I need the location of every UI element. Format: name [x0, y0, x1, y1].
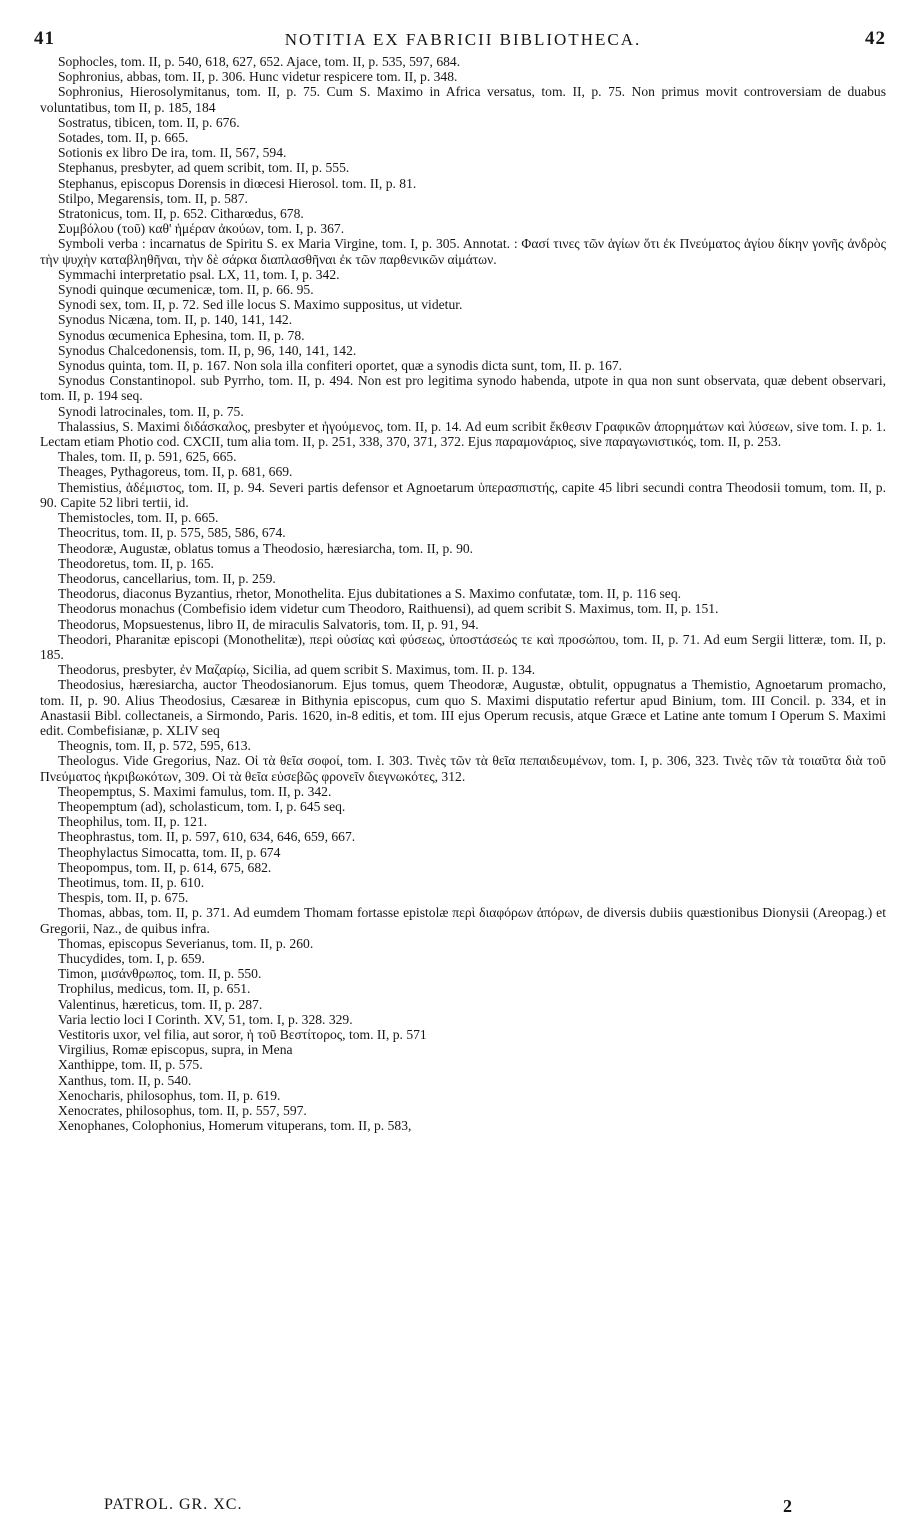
index-entry: Theodoretus, tom. II, p. 165. [58, 555, 214, 571]
index-entry: Trophilus, medicus, tom. II, p. 651. [58, 981, 251, 997]
index-entry: Sotionis ex libro De ira, tom. II, 567, 594. [58, 145, 287, 161]
index-entry: Theodorus, cancellarius, tom. II, p. 259. [58, 570, 276, 586]
index-entry: Thomas, abbas, tom. II, p. 371. Ad eumdem Thomam fortasse epistolæ περὶ διαφόρων ἀπόρων, de diversis dubiis quæstionibus Dionysii (Areopag.) et Gregorii, Naz., de quibus infra. [40, 905, 886, 936]
index-entry: Symboli verba : incarnatus de Spiritu S. ex Maria Virgine, tom. I, p. 305. Annotat. : Φασί τινες τῶν ἁγίων ὅτι ἐκ Πνεύματος ἁγίου δίκην γονῆς ἀνδρὸς τὴν ψυχὴν καταβληθῆναι, τὴν δὲ σάρκα διαπλασθῆναι ἐκ τῶν παρθενικῶν αἱμάτων. [40, 236, 886, 267]
index-entry: Theopemptus, S. Maximi famulus, tom. II, p. 342. [58, 783, 332, 799]
index-entry: Theodorus monachus (Combefisio idem videtur cum Theodoro, Raithuensi), ad quem scribit S. Maximus, tom. II, p. 151. [58, 601, 719, 617]
index-entry: Synodi quinque œcumenicæ, tom. II, p. 66. 95. [58, 282, 314, 298]
index-entry: Theophrastus, tom. II, p. 597, 610, 634, 646, 659, 667. [58, 829, 356, 845]
index-entry: Xenophanes, Colophonius, Homerum vituperans, tom. II, p. 583, [58, 1118, 412, 1134]
signature-number: 2 [783, 1496, 792, 1516]
index-entry: Συμβόλου (τοῦ) καθ' ἡμέραν ἀκούων, tom. I, p. 367. [58, 221, 345, 237]
index-entry: Symmachi interpretatio psal. LX, 11, tom. I, p. 342. [58, 266, 340, 282]
index-entry: Timon, μισάνθρωπος, tom. II, p. 550. [58, 966, 262, 982]
index-entry: Theopemptum (ad), scholasticum, tom. I, p. 645 seq. [58, 798, 346, 814]
signature-mark: PATROL. GR. XC. [104, 1496, 243, 1513]
index-entry: Theodorus, presbyter, ἐν Μαζαρίῳ, Sicilia, ad quem scribit S. Maximus, tom. II. p. 134. [58, 662, 536, 678]
index-entry: Valentinus, hæreticus, tom. II, p. 287. [58, 996, 263, 1012]
index-entry: Theologus. Vide Gregorius, Naz. Οἱ τὰ θεῖα σοφοί, tom. I. 303. Τινὲς τῶν τὰ θεῖα πεπαιδευμένων, tom. I, p. 306, 323. Τινὲς τῶν τὰ τοιαῦτα διὰ τοῦ Πνεύματος ἠκριβωκότων, 309. Οἱ τὰ θεῖα εὐσεβῶς φρονεῖν διεγνωκότες, 312. [40, 753, 886, 784]
index-entry: Themistocles, tom. II, p. 665. [58, 510, 219, 526]
index-entry: Xanthus, tom. II, p. 540. [58, 1072, 192, 1088]
index-entry: Stephanus, presbyter, ad quem scribit, tom. II, p. 555. [58, 160, 350, 176]
index-entry: Stilpo, Megarensis, tom. II, p. 587. [58, 190, 248, 206]
index-entry: Sotades, tom. II, p. 665. [58, 130, 189, 146]
index-entry: Theotimus, tom. II, p. 610. [58, 874, 205, 890]
index-entry: Thales, tom. II, p. 591, 625, 665. [58, 449, 237, 465]
right-column-number: 42 [865, 28, 886, 49]
index-entry: Synodus œcumenica Ephesina, tom. II, p. 78. [58, 327, 305, 343]
index-entry: Xenocrates, philosophus, tom. II, p. 557, 597. [58, 1103, 307, 1119]
index-entry: Stephanus, episcopus Dorensis in diœcesi Hierosol. tom. II, p. 81. [58, 175, 417, 191]
index-entry: Synodus Chalcedonensis, tom. II, p, 96, 140, 141, 142. [58, 342, 357, 358]
index-entry: Thalassius, S. Maximi διδάσκαλος, presbyter et ἡγούμενος, tom. II, p. 14. Ad eum scribit ἔκθεσιν Γραφικῶν ἀπορημάτων καὶ λύσεων, sive tom. I. p. 1. Lectam etiam Photio cod. CXCII, tum alia tom. II, p. 251, 338, 370, 371, 372. Ejus παραμονάριος, sive παραγωνιστικός, tom. II, p. 253. [40, 418, 886, 450]
index-entry: Theodorus, Mopsuestenus, libro II, de miraculis Salvatoris, tom. II, p. 91, 94. [58, 616, 479, 632]
left-column-number: 41 [34, 28, 55, 49]
index-entry: Theages, Pythagoreus, tom. II, p. 681, 669. [58, 464, 293, 480]
index-entry: Sophronius, Hierosolymitanus, tom. II, p. 75. Cum S. Maximo in Africa versatus, tom. II, p. 75. Non primus movit controversiam de duabus voluntatibus, tom II, p. 185, 184 [40, 84, 886, 115]
index-entry: Theognis, tom. II, p. 572, 595, 613. [58, 738, 251, 754]
index-entry: Theocritus, tom. II, p. 575, 585, 586, 674. [58, 525, 286, 541]
index-entry: Thespis, tom. II, p. 675. [58, 890, 189, 906]
index-entry: Thucydides, tom. I, p. 659. [58, 950, 205, 966]
index-entry: Synodus Nicæna, tom. II, p. 140, 141, 142. [58, 312, 293, 328]
index-entry: Synodus quinta, tom. II, p. 167. Non sola illa confiteri oportet, quæ a synodis dicta sunt, tom, II. p. 167. [58, 358, 623, 374]
index-entry: Theodosius, hæresiarcha, auctor Theodosianorum. Ejus tomus, quem Theodoræ, Augustæ, obtulit, oppugnatus a Themistio, Agnoetarum promacho, tom. II, p. 90. Alius Theodosius, Cæsareæ in Bithynia episcopus, cum quo S. Maximi disputatio refertur apud Binium, tom. III Concil. p. 334, et in Anastasii Bibl. collectaneis, a Sirmondo, Paris. 1620, in-8 editis, et tom. III ejus Operum recusis, atque Græce et Latine ante tomum I Operum S. Maximi edit. Combefisianæ, p. XLIV seq [40, 677, 886, 738]
index-entry: Theodoræ, Augustæ, oblatus tomus a Theodosio, hæresiarcha, tom. II, p. 90. [58, 540, 474, 556]
index-entry: Varia lectio loci I Corinth. XV, 51, tom. I, p. 328. 329. [58, 1011, 353, 1027]
running-title: NOTITIA EX FABRICII BIBLIOTHECA. [284, 30, 642, 49]
index-entry: Theophilus, tom. II, p. 121. [58, 814, 208, 830]
index-entry: Xanthippe, tom. II, p. 575. [58, 1057, 203, 1073]
index-entry: Themistius, ἀδέμιστος, tom. II, p. 94. Severi partis defensor et Agnoetarum ὑπερασπιστής, capite 45 libri secundi contra Theodosii tomum, tom. II, p. 90. Capite 52 libri tertii, id. [40, 479, 886, 510]
page-header [34, 28, 886, 54]
index-entry: Stratonicus, tom. II, p. 652. Citharœdus, 678. [58, 206, 304, 222]
index-entry: Theodorus, diaconus Byzantius, rhetor, Monothelita. Ejus dubitationes a S. Maximo confutatæ, tom. II, p. 116 seq. [58, 586, 682, 602]
index-entry: Synodus Constantinopol. sub Pyrrho, tom. II, p. 494. Non est pro legitima synodo habenda, utpote in qua non sunt observata, quæ debent observari, tom. II, p. 194 seq. [40, 373, 886, 404]
index-entries [40, 54, 886, 1133]
index-entry: Sophocles, tom. II, p. 540, 618, 627, 652. Ajace, tom. II, p. 535, 597, 684. [58, 54, 461, 69]
index-entry: Xenocharis, philosophus, tom. II, p. 619. [58, 1087, 281, 1103]
index-entry: Sophronius, abbas, tom. II, p. 306. Hunc videtur respicere tom. II, p. 348. [58, 69, 458, 85]
index-entry: Virgilius, Romæ episcopus, supra, in Mena [58, 1042, 293, 1058]
index-entry: Sostratus, tibicen, tom. II, p. 676. [58, 114, 240, 130]
index-entry: Theodori, Pharanitæ episcopi (Monothelitæ), περὶ οὐσίας καὶ φύσεως, ὑποστάσεώς τε καὶ προσώπου, tom. II, p. 71. Ad eum Sergii litteræ, tom. II, p. 185. [40, 631, 886, 662]
index-entry: Thomas, episcopus Severianus, tom. II, p. 260. [58, 935, 314, 951]
index-entry: Synodi sex, tom. II, p. 72. Sed ille locus S. Maximo suppositus, ut videtur. [58, 297, 463, 313]
index-entry: Synodi latrocinales, tom. II, p. 75. [58, 403, 244, 419]
index-entry: Theophylactus Simocatta, tom. II, p. 674 [58, 844, 281, 860]
index-entry: Theopompus, tom. II, p. 614, 675, 682. [58, 859, 272, 875]
index-entry: Vestitoris uxor, vel filia, aut soror, ἡ τοῦ Βεστίτορος, tom. II, p. 571 [58, 1027, 427, 1042]
